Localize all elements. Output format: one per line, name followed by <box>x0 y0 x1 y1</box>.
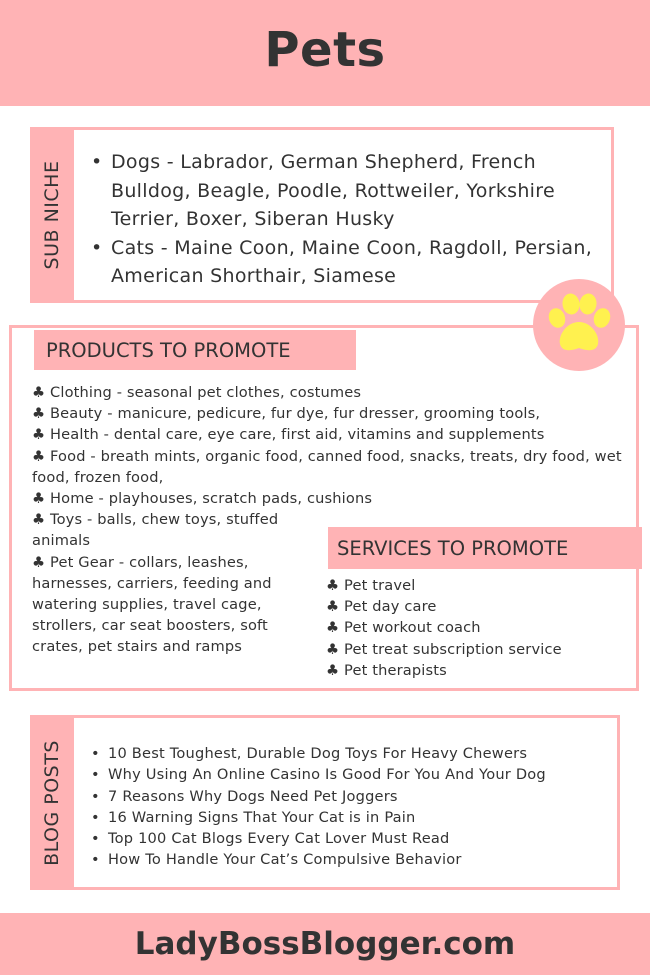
blog-post-item: • 7 Reasons Why Dogs Need Pet Joggers <box>91 786 611 807</box>
sub-niche-tab <box>30 127 74 303</box>
blog-posts-label: BLOG POSTS <box>41 739 63 866</box>
blog-post-item: • How To Handle Your Cat’s Compulsive Behavior <box>91 849 611 870</box>
product-item-beauty: ♣ Beauty - manicure, pedicure, fur dye, fur dresser, grooming tools, <box>32 405 541 423</box>
product-item-health: ♣ Health - dental care, eye care, first aid, vitamins and supplements <box>32 426 545 444</box>
products-section <box>9 325 639 691</box>
footer-banner <box>0 913 650 975</box>
service-item-day-care: ♣ Pet day care <box>326 598 437 616</box>
header-banner <box>0 0 650 106</box>
product-item-food: ♣ Food - breath mints, organic food, canned food, snacks, treats, dry food, wet food, frozen food, <box>32 447 622 486</box>
page-title: Pets <box>264 22 386 78</box>
product-item-toys: ♣ Toys - balls, chew toys, stuffed animals <box>32 511 279 550</box>
service-item-workout-coach: ♣ Pet workout coach <box>326 619 481 637</box>
services-list <box>326 575 636 681</box>
sub-niche-item-dogs: • Dogs - Labrador, German Shepherd, French Bulldog, Beagle, Poodle, Rottweiler, Yorkshire Terrier, Boxer, Siberan Husky <box>91 148 601 234</box>
product-item-pet-gear: ♣ Pet Gear - collars, leashes, harnesses, carriers, feeding and watering supplies, travel cage, strollers, car seat boosters, soft crates, pet stairs and ramps <box>32 553 272 656</box>
paw-print-icon <box>543 291 615 359</box>
service-item-travel: ♣ Pet travel <box>326 577 416 594</box>
sub-niche-item-cats: • Cats - Maine Coon, Maine Coon, Ragdoll, Persian, American Shorthair, Siamese <box>91 234 601 291</box>
blog-posts-list <box>91 743 611 871</box>
services-heading-bar <box>328 527 642 569</box>
service-item-therapists: ♣ Pet therapists <box>326 661 447 679</box>
sub-niche-list <box>91 148 601 291</box>
service-item-treat-subscription: ♣ Pet treat subscription service <box>326 640 562 658</box>
products-heading: PRODUCTS TO PROMOTE <box>46 339 291 362</box>
blog-posts-section <box>30 715 620 890</box>
sub-niche-label: SUB NICHE <box>41 160 63 270</box>
products-heading-bar <box>34 330 356 370</box>
blog-post-item: • 16 Warning Signs That Your Cat is in Pain <box>91 807 611 828</box>
product-item-clothing: ♣ Clothing - seasonal pet clothes, costumes <box>32 384 362 401</box>
sub-niche-section <box>30 127 614 303</box>
paw-badge <box>533 279 625 371</box>
blog-posts-tab <box>30 715 74 890</box>
product-item-home: ♣ Home - playhouses, scratch pads, cushions <box>32 490 373 508</box>
blog-post-item: • Why Using An Online Casino Is Good For You And Your Dog <box>91 764 611 785</box>
services-heading: SERVICES TO PROMOTE <box>337 537 569 560</box>
blog-post-item: • Top 100 Cat Blogs Every Cat Lover Must Read <box>91 828 611 849</box>
footer-site-name: LadyBossBlogger.com <box>134 926 516 962</box>
blog-post-item: • 10 Best Toughest, Durable Dog Toys For Heavy Chewers <box>91 743 611 764</box>
